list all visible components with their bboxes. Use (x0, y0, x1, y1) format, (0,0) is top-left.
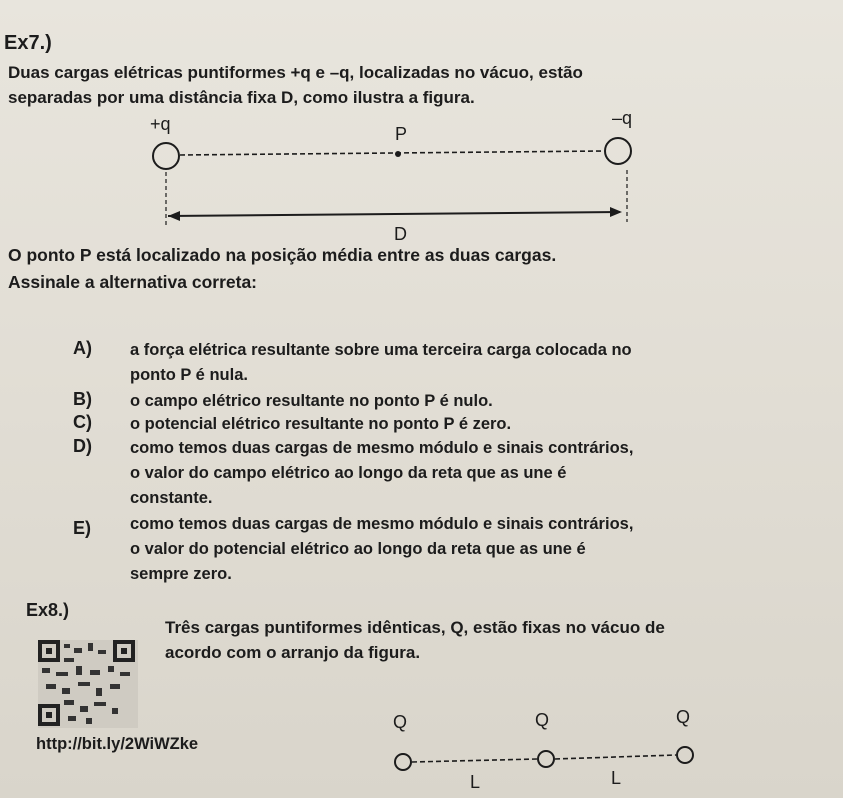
dashed-line-1 (412, 759, 537, 762)
charge-q-3 (677, 747, 693, 763)
ex7-statement: O ponto P está localizado na posição média entre as duas cargas. (8, 245, 557, 265)
ex8-text-line1: Três cargas puntiformes idênticas, Q, estão fixas no vácuo de (165, 618, 665, 637)
label-q-3: Q (676, 707, 691, 727)
ex8-title: Ex8.) (26, 600, 70, 620)
option-c-line1: o potencial elétrico resultante no ponto P é zero. (130, 415, 512, 433)
option-a-line1: a força elétrica resultante sobre uma terceira carga colocada no (130, 341, 632, 359)
option-d-line1: como temos duas cargas de mesmo módulo e sinais contrários, (130, 439, 634, 457)
option-c-letter: C) (73, 412, 92, 432)
ex7-question: Assinale a alternativa correta: (8, 272, 258, 292)
option-e-line2: o valor do potencial elétrico ao longo da reta que as une é (130, 540, 586, 558)
label-minus-q: –q (612, 108, 633, 128)
label-plus-q: +q (150, 114, 171, 134)
label-q-2: Q (535, 710, 550, 730)
option-d-line2: o valor do campo elétrico ao longo da reta que as une é (130, 464, 567, 482)
label-q-1: Q (393, 712, 408, 732)
ex8-url[interactable]: http://bit.ly/2WiWZke (36, 735, 199, 753)
ex7-intro-line1: Duas cargas elétricas puntiformes +q e –q, localizadas no vácuo, estão (8, 63, 583, 82)
option-b-line1: o campo elétrico resultante no ponto P é nulo. (130, 392, 493, 410)
label-l-1: L (470, 772, 481, 792)
option-e-letter: E) (73, 518, 91, 538)
option-d-line3: constante. (130, 489, 213, 507)
label-p: P (395, 124, 408, 144)
option-b-letter: B) (73, 389, 92, 409)
option-d-letter: D) (73, 436, 92, 456)
ex7-title: Ex7.) (4, 32, 52, 54)
option-e-line1: como temos duas cargas de mesmo módulo e sinais contrários, (130, 515, 634, 533)
label-d: D (394, 224, 407, 244)
charge-q-2 (538, 751, 554, 767)
option-e-line3: sempre zero. (130, 565, 232, 583)
dashed-line-2 (555, 755, 676, 759)
ex7-intro-line2: separadas por uma distância fixa D, como ilustra a figura. (8, 88, 475, 107)
charge-q-1 (395, 754, 411, 770)
option-a-letter: A) (73, 338, 92, 358)
ex8-text-line2: acordo com o arranjo da figura. (165, 643, 421, 662)
label-l-2: L (611, 768, 622, 788)
option-a-line2: ponto P é nula. (130, 366, 248, 384)
